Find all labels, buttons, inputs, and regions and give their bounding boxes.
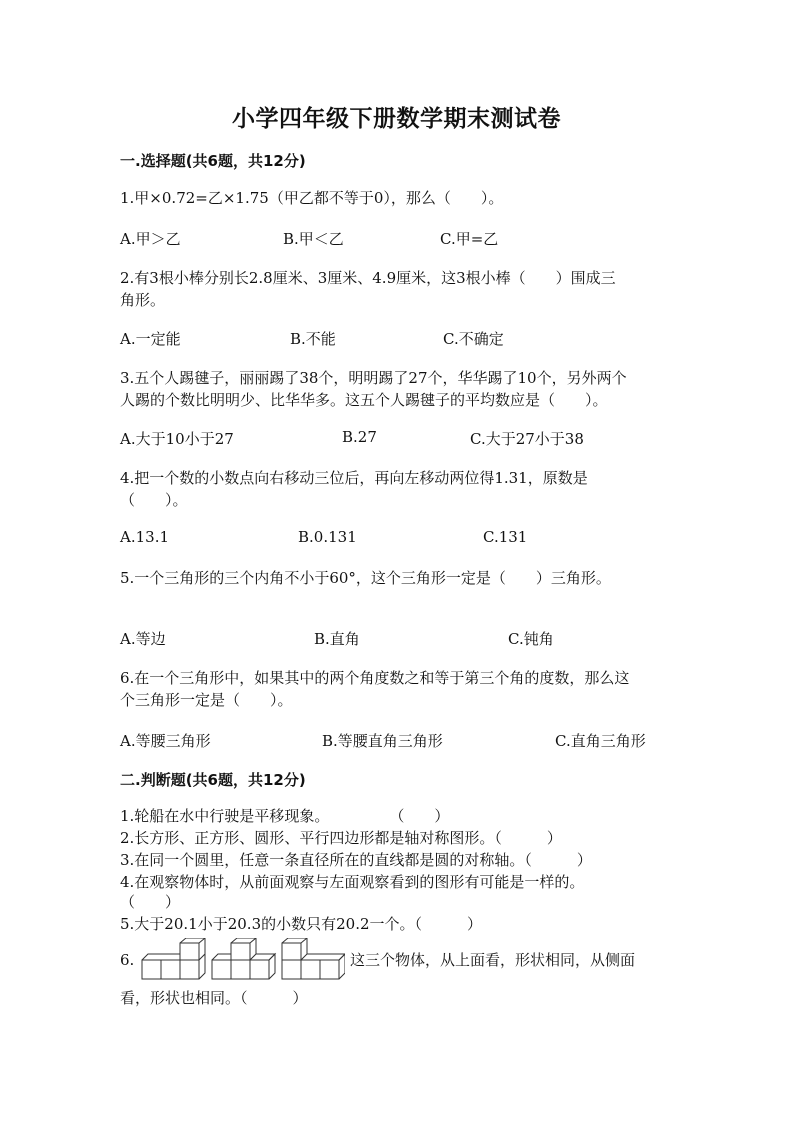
question-6-line2: 个三角形一定是（ ）。 [120, 691, 293, 709]
page-title: 小学四年级下册数学期末测试卷 [232, 105, 561, 132]
q4-option-c: C.131 [483, 528, 528, 546]
question-2: 2.有3根小棒分别长2.8厘米、3厘米、4.9厘米，这3根小棒（ ）围成三 [120, 269, 616, 287]
q6-option-a: A.等腰三角形 [120, 732, 211, 750]
q5-option-a: A.等边 [120, 630, 166, 648]
q2-option-b: B.不能 [290, 330, 336, 348]
question-5: 5.一个三角形的三个内角不小于60°，这个三角形一定是（ ）三角形。 [120, 569, 611, 587]
cube-figure-1 [142, 938, 205, 979]
judgment-item-5: 5.大于20.1小于20.3的小数只有20.2一个。（ ） [120, 915, 483, 933]
judgment-item-4-blank: （ ） [120, 893, 181, 911]
question-4-line2: （ ）。 [120, 491, 188, 509]
question-1: 1.甲×0.72=乙×1.75（甲乙都不等于0），那么（ ）。 [120, 189, 504, 207]
question-4: 4.把一个数的小数点向右移动三位后，再向左移动两位得1.31，原数是 [120, 469, 588, 487]
cube-figure-3 [282, 938, 345, 979]
q4-option-a: A.13.1 [120, 528, 169, 546]
judgment-item-3: 3.在同一个圆里，任意一条直径所在的直线都是圆的对称轴。（ ） [120, 851, 592, 869]
q1-option-b: B.甲＜乙 [283, 230, 344, 248]
q4-option-b: B.0.131 [298, 528, 357, 546]
section-heading-judgment: 二.判断题(共6题，共12分) [120, 771, 306, 789]
question-3-line2: 人踢的个数比明明少、比华华多。这五个人踢毽子的平均数应是（ ）。 [120, 391, 608, 409]
q5-option-b: B.直角 [314, 630, 360, 648]
cube-figures-svg [140, 938, 345, 984]
judgment-item-2: 2.长方形、正方形、圆形、平行四边形都是轴对称图形。（ ） [120, 829, 562, 847]
q6-option-b: B.等腰直角三角形 [322, 732, 443, 750]
q3-option-a: A.大于10小于27 [120, 430, 234, 448]
judgment-item-1: 1.轮船在水中行驶是平移现象。 （ ） [120, 807, 450, 825]
q5-option-c: C.钝角 [508, 630, 554, 648]
q2-option-a: A.一定能 [120, 330, 181, 348]
judgment-item-6-line2: 看，形状也相同。（ ） [120, 989, 308, 1007]
question-3: 3.五个人踢毽子，丽丽踢了38个，明明踢了27个，华华踢了10个，另外两个 [120, 369, 627, 387]
q1-option-a: A.甲＞乙 [120, 230, 181, 248]
judgment-item-6-number: 6. [120, 951, 135, 969]
cube-figures [140, 938, 345, 984]
judgment-item-6: 这三个物体，从上面看，形状相同，从侧面 [350, 951, 636, 969]
q2-option-c: C.不确定 [443, 330, 504, 348]
question-2-line2: 角形。 [120, 291, 166, 309]
q3-option-b: B.27 [342, 428, 377, 446]
q3-option-c: C.大于27小于38 [470, 430, 584, 448]
question-6: 6.在一个三角形中，如果其中的两个角度数之和等于第三个角的度数，那么这 [120, 669, 630, 687]
q6-option-c: C.直角三角形 [555, 732, 646, 750]
section-heading-choice: 一.选择题(共6题，共12分) [120, 152, 306, 170]
judgment-item-4: 4.在观察物体时，从前面观察与左面观察看到的图形有可能是一样的。 [120, 873, 585, 891]
cube-figure-2 [212, 938, 275, 979]
q1-option-c: C.甲=乙 [440, 230, 499, 248]
